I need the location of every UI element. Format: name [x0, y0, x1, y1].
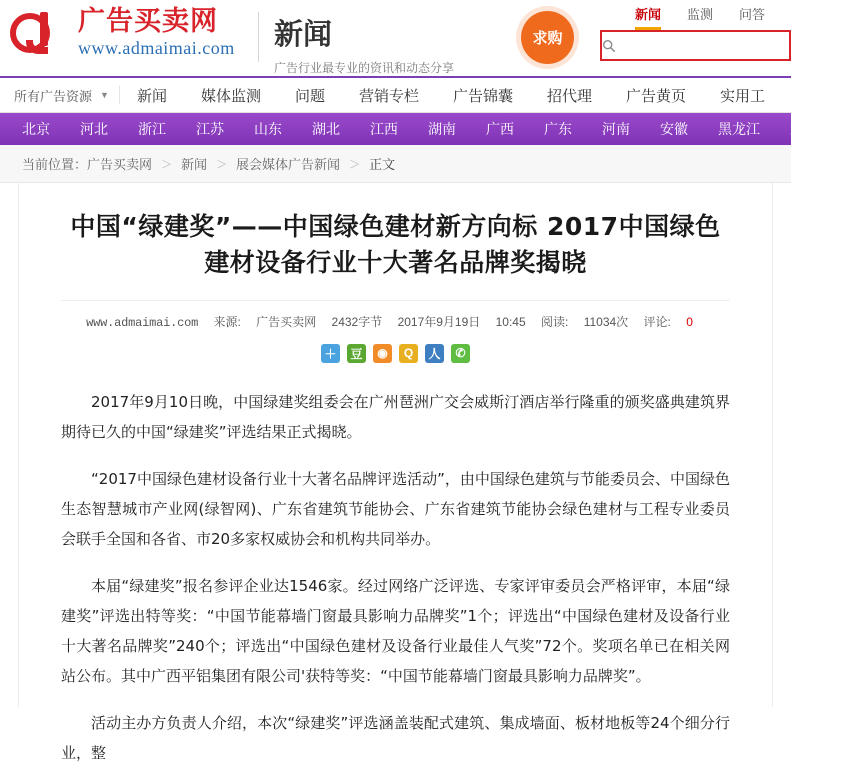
region-item-jiangxi[interactable]: 江西: [370, 121, 398, 137]
nav-item-marketing-column[interactable]: 营销专栏: [358, 87, 419, 105]
article-container: [18, 183, 773, 762]
region-item-anhui[interactable]: 安徽: [660, 121, 688, 137]
region-item-guangdong[interactable]: 广东: [544, 121, 572, 137]
meta-source-label: 来源:: [213, 314, 241, 329]
share-renren-icon[interactable]: 人: [425, 344, 444, 363]
meta-views: 11034次: [583, 314, 629, 329]
meta-comments-label: 评论:: [643, 314, 671, 329]
nav-label-all-resources: 所有广告资源: [14, 88, 93, 104]
breadcrumb-separator-icon: ＞: [349, 158, 361, 171]
region-item-guangxi[interactable]: 广西: [486, 121, 514, 137]
article-meta: [61, 300, 730, 330]
region-bar: [0, 113, 862, 145]
share-wechat-icon[interactable]: ✆: [451, 344, 470, 363]
header-link-monitor[interactable]: 监测: [687, 7, 714, 22]
article-paragraph: 本届“绿建奖”报名参评企业达1546家。经过网络广泛评选、专家评审委员会严格评审，本届“绿建奖”评选出特等奖：“中国节能幕墙门窗最具影响力品牌奖”1个；评选出“中国绿色建材及设备行业十大著名品牌奖”240个；评选出“中国绿色建材及设备行业最佳人气奖”72个。奖项名单已在相关网站公布。其中广西平铝集团有限公司'获特等奖：“中国节能幕墙门窗最具影响力品牌奖”。: [61, 576, 730, 685]
nav-item-all-resources[interactable]: [0, 78, 119, 112]
nav-item-news[interactable]: 新闻: [136, 87, 167, 105]
nav-item-media-monitor[interactable]: 媒体监测: [200, 87, 261, 105]
article-paragraph: 2017年9月10日晚，中国绿建奖组委会在广州琶洲广交会威斯汀酒店举行隆重的颁奖盛典建筑界期待已久的中国“绿建奖”评选结果正式揭晓。: [61, 392, 730, 441]
breadcrumb-item-current: 正文: [369, 157, 396, 172]
page-title: 中国“绿建奖”——中国绿色建材新方向标 2017中国绿色建材设备行业十大著名品牌奖揭晓: [70, 212, 721, 278]
meta-date: 2017年9月19日: [397, 314, 481, 329]
search-input[interactable]: [616, 32, 796, 59]
region-item-shandong[interactable]: 山东: [254, 121, 282, 137]
chevron-down-icon: ▼: [100, 90, 109, 100]
region-item-beijing[interactable]: 北京: [22, 121, 50, 137]
breadcrumb-item-category[interactable]: 展会媒体广告新闻: [236, 157, 341, 172]
region-item-heilongjiang[interactable]: 黑龙江: [718, 121, 760, 137]
main-navigation: [0, 76, 791, 113]
section-subtitle: 广告行业最专业的资讯和动态分享: [274, 61, 455, 75]
search-box[interactable]: [600, 30, 791, 61]
share-more-icon[interactable]: ＋: [321, 344, 340, 363]
header-link-qa[interactable]: 问答: [739, 7, 766, 22]
breadcrumb-prefix: 当前位置：: [22, 157, 88, 172]
breadcrumb-separator-icon: ＞: [216, 158, 228, 171]
meta-source: 广告买卖网: [256, 314, 317, 329]
breadcrumb-separator-icon: ＞: [161, 158, 173, 171]
meta-time: 10:45: [495, 314, 526, 329]
seek-button[interactable]: 求购: [521, 11, 574, 64]
share-rss-icon[interactable]: ◉: [373, 344, 392, 363]
share-douban-icon[interactable]: 豆: [347, 344, 366, 363]
meta-views-label: 阅读:: [541, 314, 569, 329]
share-qzone-icon[interactable]: Q: [399, 344, 418, 363]
region-item-hebei[interactable]: 河北: [80, 121, 108, 137]
logo-chinese-text: 广告买卖网: [78, 6, 218, 37]
section-title: 新闻: [274, 17, 333, 51]
region-item-hubei[interactable]: 湖北: [312, 121, 340, 137]
nav-item-questions[interactable]: 问题: [294, 87, 325, 105]
nav-item-recruit-agent[interactable]: 招代理: [547, 87, 593, 105]
nav-item-yellow-pages[interactable]: 广告黄页: [626, 87, 687, 105]
article-body: [61, 387, 730, 768]
region-item-liaoning[interactable]: 辽宁: [790, 121, 818, 137]
search-icon: [602, 32, 616, 59]
breadcrumb-item-home[interactable]: 广告买卖网: [87, 157, 153, 172]
logo-mark-icon: [10, 10, 72, 56]
header-divider: [258, 12, 259, 62]
region-item-jiangsu[interactable]: 江苏: [196, 121, 224, 137]
region-item-hunan[interactable]: 湖南: [428, 121, 456, 137]
site-logo[interactable]: [10, 8, 235, 57]
header-link-news[interactable]: 新闻: [635, 4, 661, 30]
breadcrumb: [0, 145, 791, 183]
nav-item-ad-tips[interactable]: 广告锦囊: [453, 87, 514, 105]
breadcrumb-item-news[interactable]: 新闻: [181, 157, 208, 172]
meta-wordcount: 2432字节: [331, 314, 383, 329]
meta-comments-count: 0: [686, 314, 693, 329]
logo-url-text: www.admaimai.com: [78, 38, 235, 58]
site-header: [0, 0, 791, 76]
article-paragraph: 活动主办方负责人介绍，本次“绿建奖”评选涵盖装配式建筑、集成墙面、板材地板等24个细分行业，整: [61, 713, 730, 762]
nav-item-tools[interactable]: 实用工: [720, 87, 766, 105]
region-item-henan[interactable]: 河南: [602, 121, 630, 137]
section-title-block: [274, 12, 454, 76]
header-links: [635, 4, 765, 30]
article-paragraph: “2017中国绿色建材设备行业十大著名品牌评选活动”，由中国绿色建筑与节能委员会、中国绿色生态智慧城市产业网(绿智网)、广东省建筑节能协会、广东省建筑节能协会绿色建材与工程专业委员会联手全国和各省、市20多家权威协会和机构共同举办。: [61, 469, 730, 548]
meta-site-url: www.admaimai.com: [86, 315, 199, 330]
region-item-inner[interactable]: 内: [848, 121, 862, 137]
share-bar: [61, 344, 730, 363]
region-item-zhejiang[interactable]: 浙江: [138, 121, 166, 137]
